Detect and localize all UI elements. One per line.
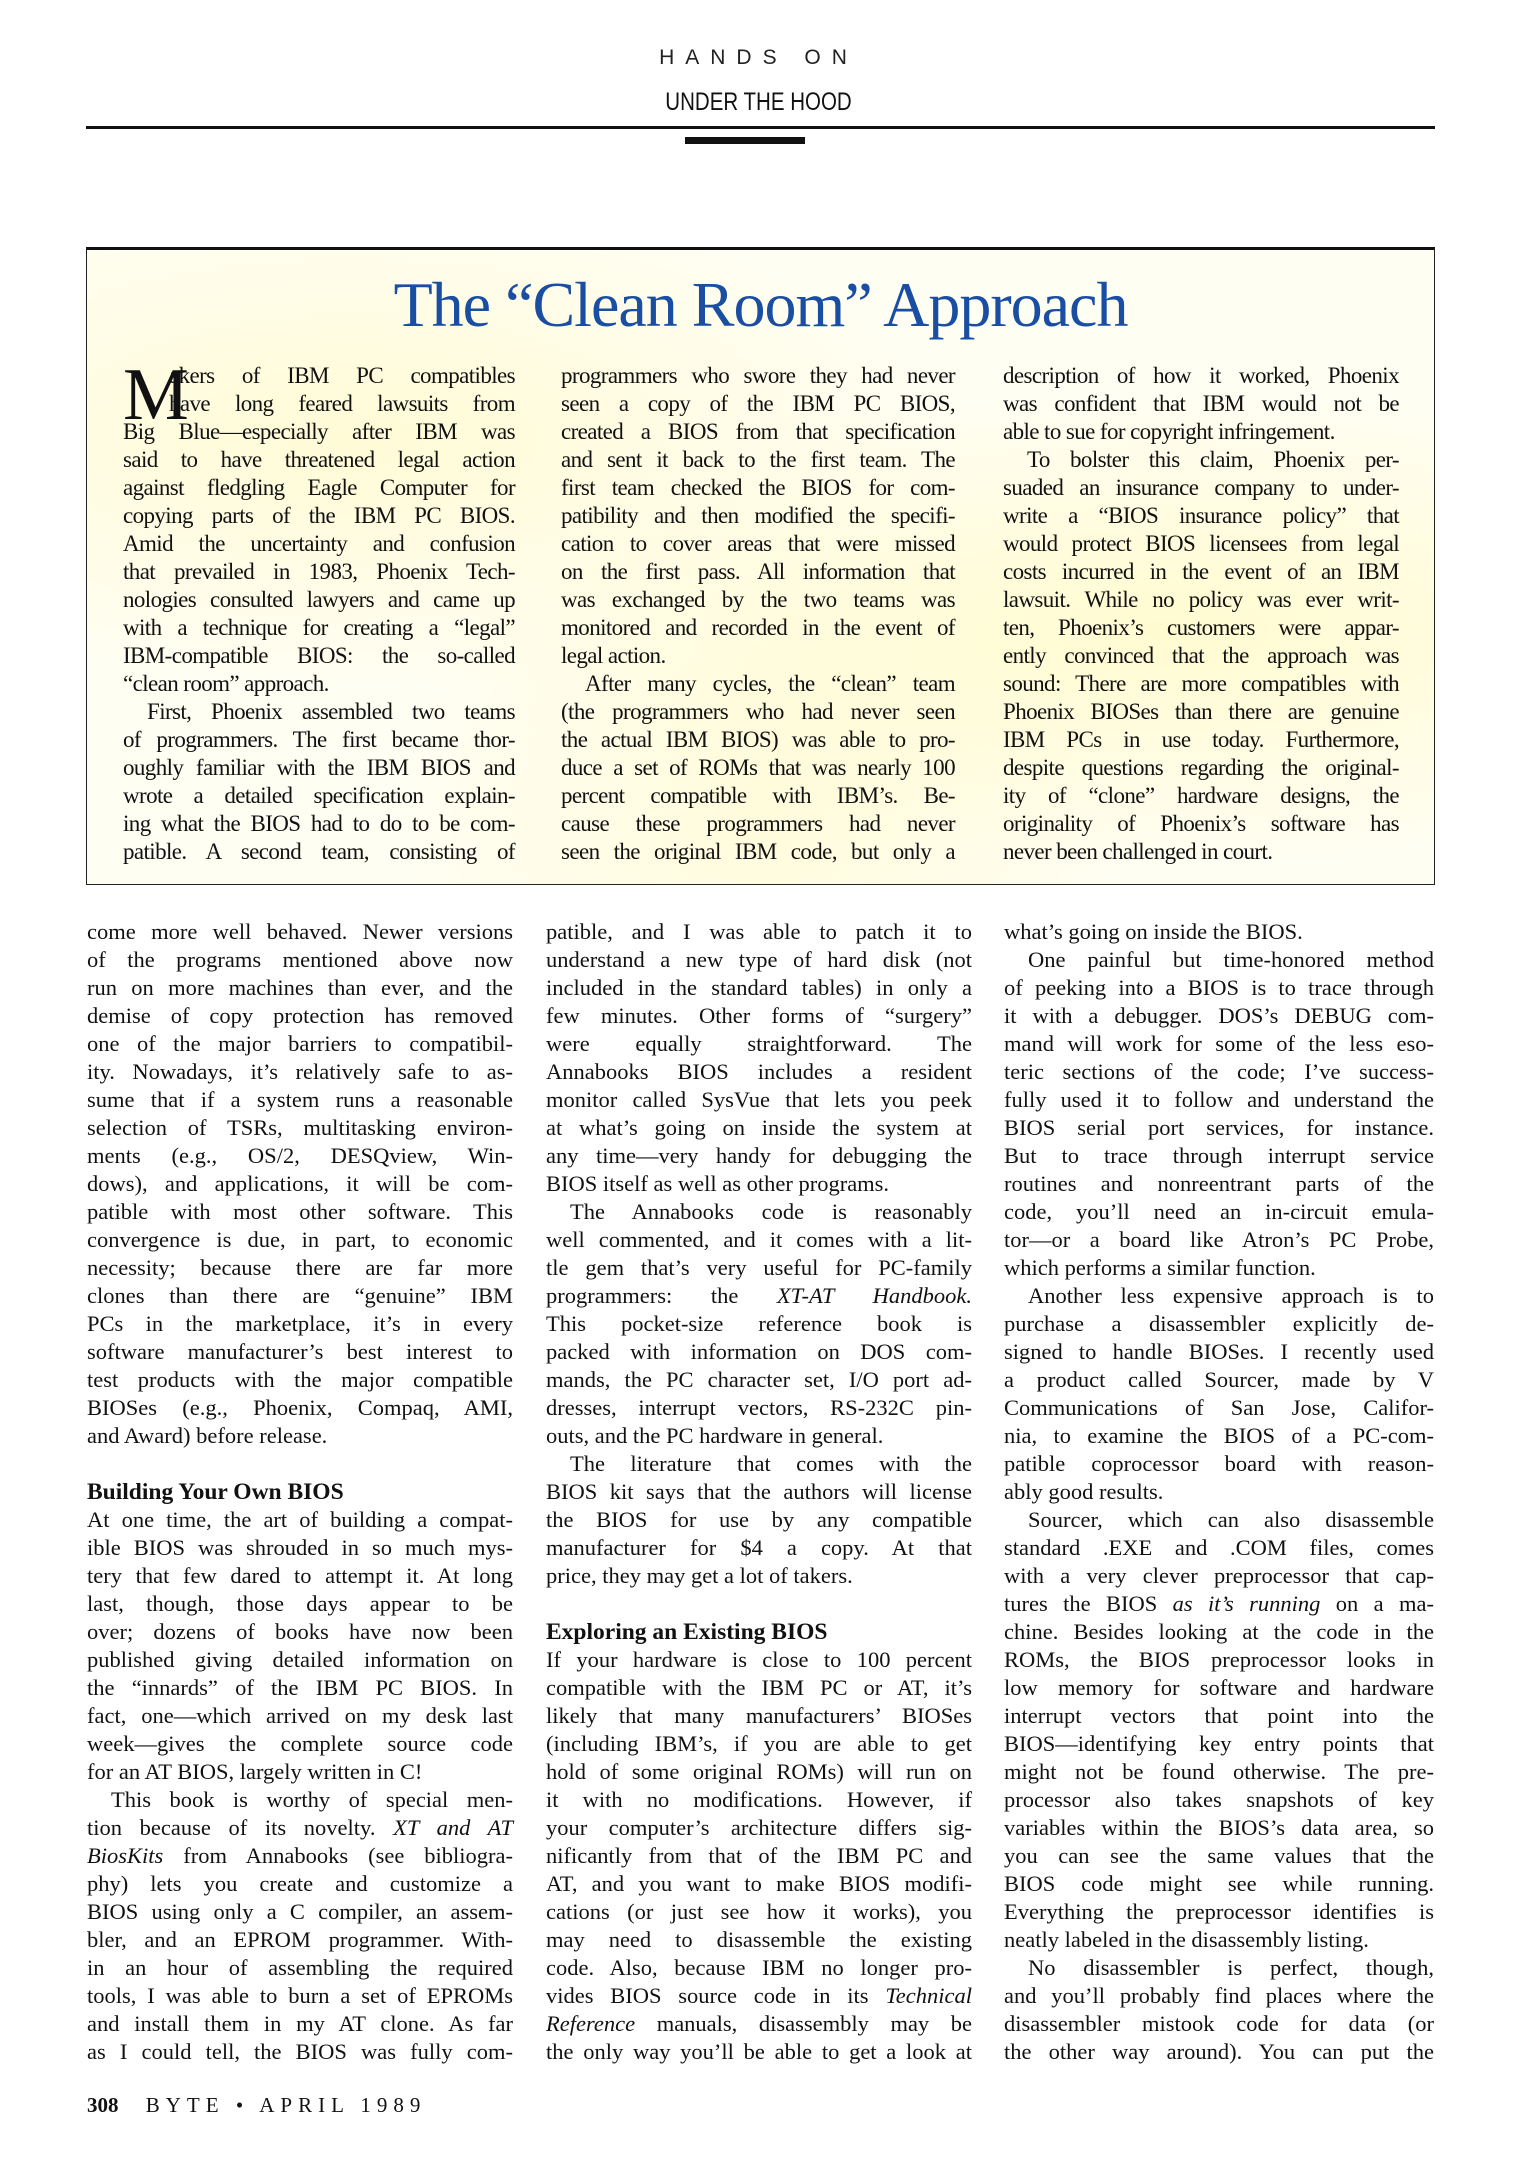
text-line: demise of copy protection has removed bbox=[87, 1003, 513, 1028]
magazine-issue: BYTE • APRIL 1989 bbox=[145, 2093, 427, 2117]
text-line: This pocket-size reference book is bbox=[546, 1311, 972, 1336]
text-line: BIOS using only a C compiler, an assem- bbox=[87, 1899, 513, 1924]
text-line: teric sections of the code; I’ve success- bbox=[1004, 1059, 1434, 1084]
text-line: BIOS kit says that the authors will license bbox=[546, 1479, 972, 1504]
paragraph bbox=[546, 1646, 972, 2066]
text-line: monitor called SysVue that lets you peek bbox=[546, 1087, 972, 1112]
text-line: and you’ll probably find places where the bbox=[1004, 1983, 1434, 2008]
text-line: Communications of San Jose, Califor- bbox=[1004, 1395, 1434, 1420]
text-line: processor also takes snapshots of key bbox=[1004, 1787, 1434, 1812]
text-line: wrote a detailed specification explain- bbox=[123, 783, 515, 808]
text-line: of programmers. The first became thor- bbox=[123, 727, 515, 752]
sidebar-column-2 bbox=[561, 362, 955, 866]
paragraph bbox=[1003, 446, 1399, 866]
text-line: ably good results. bbox=[1004, 1479, 1164, 1504]
text-line: But to trace through interrupt service bbox=[1004, 1143, 1434, 1168]
column-name: UNDER THE HOOD bbox=[665, 88, 852, 116]
paragraph bbox=[1003, 362, 1399, 446]
text-line: created a BIOS from that specification bbox=[561, 419, 955, 444]
text-line: patibility and then modified the specifi- bbox=[561, 503, 955, 528]
text-line: manufacturer for $4 a copy. At that bbox=[546, 1535, 972, 1560]
text-line: your computer’s architecture differs sig- bbox=[546, 1815, 972, 1840]
text-line: software manufacturer’s best interest to bbox=[87, 1339, 513, 1364]
text-line: BIOSes (e.g., Phoenix, Compaq, AMI, bbox=[87, 1395, 513, 1420]
text-line: Sourcer, which can also disassemble bbox=[1028, 1507, 1434, 1532]
text-line: and sent it back to the first team. The bbox=[561, 447, 955, 472]
text-line: necessity; because there are far more bbox=[87, 1255, 513, 1280]
text-line: hold of some original ROMs) will run on bbox=[546, 1759, 972, 1784]
paragraph bbox=[87, 918, 513, 1450]
sidebar-box bbox=[86, 247, 1435, 885]
text-line: you can see the same values that the bbox=[1004, 1843, 1434, 1868]
text-line: on the first pass. All information that bbox=[561, 559, 955, 584]
text-line: and install them in my AT clone. As far bbox=[87, 2011, 513, 2036]
text-line: tion because of its novelty. XT and AT bbox=[87, 1815, 514, 1840]
text-line: ently convinced that the approach was bbox=[1003, 643, 1399, 668]
text-line: bler, and an EPROM programmer. With- bbox=[87, 1927, 513, 1952]
text-line: may need to disassemble the existing bbox=[546, 1927, 972, 1952]
text-line: tools, I was able to burn a set of EPROMs bbox=[87, 1983, 513, 2008]
text-line: patible. A second team, consisting of bbox=[123, 839, 515, 864]
text-line: disassembler mistook code for data (or bbox=[1004, 2011, 1434, 2036]
article-column-3 bbox=[1004, 918, 1434, 2066]
text-line: mand will work for some of the less eso- bbox=[1004, 1031, 1434, 1056]
text-line: it with a debugger. DOS’s DEBUG com- bbox=[1004, 1003, 1434, 1028]
article-column-1 bbox=[87, 918, 513, 2066]
text-line: suaded an insurance company to under- bbox=[1003, 475, 1399, 500]
department-kicker: HANDS ON bbox=[659, 46, 858, 69]
sidebar-title: The “Clean Room” Approach bbox=[393, 269, 1128, 340]
text-line: included in the standard tables) in only a bbox=[546, 975, 972, 1000]
text-line: costs incurred in the event of an IBM bbox=[1003, 559, 1399, 584]
header-bar bbox=[685, 137, 805, 144]
text-line: Annabooks BIOS includes a resident bbox=[546, 1059, 972, 1084]
text-line: cause these programmers had never bbox=[561, 811, 955, 836]
text-line: phy) lets you create and customize a bbox=[87, 1871, 513, 1896]
text-line: seen the original IBM code, but only a bbox=[561, 839, 955, 864]
text-line: variables within the BIOS’s data area, so bbox=[1004, 1815, 1434, 1840]
text-line: (including IBM’s, if you are able to get bbox=[546, 1731, 972, 1756]
text-line: This book is worthy of special men- bbox=[111, 1787, 513, 1812]
header-rule bbox=[86, 126, 1435, 129]
text-line: run on more machines than ever, and the bbox=[87, 975, 513, 1000]
text-line: legal action. bbox=[561, 643, 666, 668]
text-line: ing what the BIOS had to do to be com- bbox=[123, 811, 515, 836]
text-line: Reference manuals, disassembly may be bbox=[546, 2011, 972, 2036]
text-line: cation to cover areas that were missed bbox=[561, 531, 955, 556]
text-line: compatible with the IBM PC or AT, it’s bbox=[546, 1675, 972, 1700]
text-line: percent compatible with IBM’s. Be- bbox=[561, 783, 955, 808]
text-line: were equally straightforward. The bbox=[546, 1031, 972, 1056]
text-line: BIOS itself as well as other programs. bbox=[546, 1171, 890, 1196]
text-line: what’s going on inside the BIOS. bbox=[1004, 919, 1303, 944]
text-line: come more well behaved. Newer versions bbox=[87, 919, 513, 944]
paragraph bbox=[546, 1198, 972, 1450]
text-line: dresses, interrupt vectors, RS-232C pin- bbox=[546, 1395, 972, 1420]
text-line: outs, and the PC hardware in general. bbox=[546, 1423, 884, 1448]
text-line: code. Also, because IBM no longer pro- bbox=[546, 1955, 972, 1980]
text-line: duce a set of ROMs that was nearly 100 bbox=[561, 755, 955, 780]
text-line: PCs in the marketplace, it’s in every bbox=[87, 1311, 513, 1336]
text-line: lawsuit. While no policy was ever writ- bbox=[1003, 587, 1399, 612]
text-line: patible coprocessor board with reason- bbox=[1004, 1451, 1434, 1476]
text-line: vides BIOS source code in its Technical bbox=[546, 1983, 972, 2008]
text-line: tery that few dared to attempt it. At long bbox=[87, 1563, 513, 1588]
text-line: Amid the uncertainty and confusion bbox=[123, 531, 515, 556]
text-line: might not be found otherwise. The pre- bbox=[1004, 1759, 1434, 1784]
text-line: IBM-compatible BIOS: the so-called bbox=[123, 643, 515, 668]
text-line: ible BIOS was shrouded in so much mys- bbox=[87, 1535, 513, 1560]
text-line: patible with most other software. This bbox=[87, 1199, 513, 1224]
text-line: over; dozens of books have now been bbox=[87, 1619, 513, 1644]
text-line: the other way around). You can put the bbox=[1004, 2039, 1434, 2064]
text-line: “clean room” approach. bbox=[123, 671, 329, 696]
text-line: chine. Besides looking at the code in the bbox=[1004, 1619, 1434, 1644]
text-line: neatly labeled in the disassembly listing. bbox=[1004, 1927, 1369, 1952]
text-line: At one time, the art of building a compat- bbox=[87, 1507, 513, 1532]
text-line: originality of Phoenix’s software has bbox=[1003, 811, 1399, 836]
paragraph bbox=[546, 1450, 972, 1590]
text-line: for an AT BIOS, largely written in C! bbox=[87, 1759, 423, 1784]
paragraph bbox=[87, 1786, 513, 2066]
text-line: No disassembler is perfect, though, bbox=[1028, 1955, 1434, 1980]
text-line: selection of TSRs, multitasking environ- bbox=[87, 1115, 513, 1140]
text-line: with a technique for creating a “legal” bbox=[123, 615, 515, 640]
text-line: last, though, those days appear to be bbox=[87, 1591, 513, 1616]
text-line: would protect BIOS licensees from legal bbox=[1003, 531, 1399, 556]
text-line: If your hardware is close to 100 percent bbox=[546, 1647, 972, 1672]
text-line: One painful but time-honored method bbox=[1028, 947, 1434, 972]
blank-line bbox=[87, 1450, 513, 1478]
text-line: cations (or just see how it works), you bbox=[546, 1899, 972, 1924]
text-line: mands, the PC character set, I/O port ad- bbox=[546, 1367, 972, 1392]
text-line: few minutes. Other forms of “surgery” bbox=[546, 1003, 972, 1028]
text-line: nologies consulted lawyers and came up bbox=[123, 587, 515, 612]
text-line: with a very clever preprocessor that cap- bbox=[1004, 1563, 1434, 1588]
paragraph bbox=[561, 362, 955, 670]
blank-line bbox=[546, 1590, 972, 1618]
text-line: price, they may get a lot of takers. bbox=[546, 1563, 853, 1588]
text-line: sume that if a system runs a reasonable bbox=[87, 1087, 513, 1112]
paragraph bbox=[561, 670, 955, 866]
text-line: of the programs mentioned above now bbox=[87, 947, 513, 972]
text-line: code, you’ll need an in-circuit emula- bbox=[1004, 1199, 1434, 1224]
text-line: it with no modifications. However, if bbox=[546, 1787, 972, 1812]
text-line: BiosKits from Annabooks (see bibliogra- bbox=[87, 1843, 513, 1868]
text-line: ity of “clone” hardware designs, the bbox=[1003, 783, 1399, 808]
text-line: The Annabooks code is reasonably bbox=[570, 1199, 972, 1224]
text-line: ROMs, the BIOS preprocessor looks in bbox=[1004, 1647, 1434, 1672]
text-line: patible, and I was able to patch it to bbox=[546, 919, 972, 944]
paragraph bbox=[87, 1506, 513, 1786]
text-line: copying parts of the IBM PC BIOS. bbox=[123, 503, 515, 528]
text-line: Everything the preprocessor identifies is bbox=[1004, 1899, 1434, 1924]
text-line: routines and nonreentrant parts of the bbox=[1004, 1171, 1434, 1196]
page-footer bbox=[87, 2093, 426, 2118]
text-line: Phoenix BIOSes than there are genuine bbox=[1003, 699, 1399, 724]
text-line: a product called Sourcer, made by V bbox=[1004, 1367, 1434, 1392]
text-line: first team checked the BIOS for com- bbox=[561, 475, 955, 500]
text-line: the “innards” of the IBM PC BIOS. In bbox=[87, 1675, 513, 1700]
text-line: The literature that comes with the bbox=[570, 1451, 972, 1476]
text-line: in an hour of assembling the required bbox=[87, 1955, 513, 1980]
text-line: understand a new type of hard disk (not bbox=[546, 947, 972, 972]
text-line: low memory for software and hardware bbox=[1004, 1675, 1434, 1700]
article-column-2 bbox=[546, 918, 972, 2066]
paragraph bbox=[123, 354, 515, 698]
drop-cap: M bbox=[123, 354, 189, 436]
text-line: purchase a disassembler explicitly de- bbox=[1004, 1311, 1434, 1336]
text-line: was exchanged by the two teams was bbox=[561, 587, 955, 612]
text-line: write a “BIOS insurance policy” that bbox=[1003, 503, 1399, 528]
text-line: said to have threatened legal action bbox=[123, 447, 515, 472]
text-line: monitored and recorded in the event of bbox=[561, 615, 955, 640]
text-line: despite questions regarding the original- bbox=[1003, 755, 1399, 780]
text-line: BIOS—identifying key entry points that bbox=[1004, 1731, 1434, 1756]
text-line: the BIOS for use by any compatible bbox=[546, 1507, 972, 1532]
text-line: well commented, and it comes with a lit- bbox=[546, 1227, 972, 1252]
text-line: against fledgling Eagle Computer for bbox=[123, 475, 515, 500]
text-line: tor—or a board like Atron’s PC Probe, bbox=[1004, 1227, 1434, 1252]
paragraph bbox=[1004, 1282, 1434, 1506]
section-heading: Building Your Own BIOS bbox=[87, 1479, 344, 1505]
paragraph bbox=[123, 698, 515, 866]
text-line: as I could tell, the BIOS was fully com- bbox=[87, 2039, 513, 2064]
text-line: tle gem that’s very useful for PC-family bbox=[546, 1255, 972, 1280]
text-line: oughly familiar with the IBM BIOS and bbox=[123, 755, 515, 780]
text-line: tures the BIOS as it’s running on a ma- bbox=[1004, 1591, 1434, 1616]
text-line: never been challenged in court. bbox=[1003, 839, 1273, 864]
paragraph bbox=[1004, 1954, 1434, 2066]
paragraph bbox=[1004, 946, 1434, 1282]
text-line: ments (e.g., OS/2, DESQview, Win- bbox=[87, 1143, 513, 1168]
text-line: and Award) before release. bbox=[87, 1423, 328, 1448]
text-line: programmers: the XT-AT Handbook. bbox=[546, 1283, 972, 1308]
text-line: akers of IBM PC compatibles bbox=[169, 363, 515, 388]
sidebar-column-1 bbox=[123, 354, 515, 866]
text-line: After many cycles, the “clean” team bbox=[585, 671, 955, 696]
text-line: To bolster this claim, Phoenix per- bbox=[1027, 447, 1399, 472]
paragraph bbox=[1004, 1506, 1434, 1954]
text-line: packed with information on DOS com- bbox=[546, 1339, 972, 1364]
text-line: interrupt vectors that point into the bbox=[1004, 1703, 1434, 1728]
text-line: of peeking into a BIOS is to trace through bbox=[1004, 975, 1434, 1000]
text-line: the only way you’ll be able to get a look at bbox=[546, 2039, 972, 2064]
text-line: nia, to examine the BIOS of a PC-com- bbox=[1004, 1423, 1434, 1448]
text-line: sound: There are more compatibles with bbox=[1003, 671, 1399, 696]
text-line: BIOS code might see while running. bbox=[1004, 1871, 1434, 1896]
text-line: Big Blue—especially after IBM was bbox=[123, 419, 515, 444]
paragraph bbox=[546, 918, 972, 1198]
text-line: clones than there are “genuine” IBM bbox=[87, 1283, 513, 1308]
text-line: (the programmers who had never seen bbox=[561, 699, 955, 724]
text-line: any time—very handy for debugging the bbox=[546, 1143, 972, 1168]
text-line: test products with the major compatible bbox=[87, 1367, 513, 1392]
text-line: description of how it worked, Phoenix bbox=[1003, 363, 1399, 388]
text-line: standard .EXE and .COM files, comes bbox=[1004, 1535, 1434, 1560]
text-line: was confident that IBM would not be bbox=[1003, 391, 1399, 416]
text-line: week—gives the complete source code bbox=[87, 1731, 513, 1756]
text-line: signed to handle BIOSes. I recently used bbox=[1004, 1339, 1434, 1364]
text-line: likely that many manufacturers’ BIOSes bbox=[546, 1703, 972, 1728]
text-line: seen a copy of the IBM PC BIOS, bbox=[561, 391, 955, 416]
text-line: BIOS serial port services, for instance. bbox=[1004, 1115, 1434, 1140]
text-line: which performs a similar function. bbox=[1004, 1255, 1316, 1280]
sidebar-column-3 bbox=[1003, 362, 1399, 866]
paragraph bbox=[1004, 918, 1434, 946]
text-line: ity. Nowadays, it’s relatively safe to as- bbox=[87, 1059, 513, 1084]
text-line: have long feared lawsuits from bbox=[169, 391, 515, 416]
text-line: that prevailed in 1983, Phoenix Tech- bbox=[123, 559, 515, 584]
text-line: able to sue for copyright infringement. bbox=[1003, 419, 1335, 444]
text-line: nificantly from that of the IBM PC and bbox=[546, 1843, 972, 1868]
text-line: programmers who swore they had never bbox=[561, 363, 955, 388]
text-line: Another less expensive approach is to bbox=[1028, 1283, 1434, 1308]
section-heading: Exploring an Existing BIOS bbox=[546, 1619, 828, 1645]
text-line: ten, Phoenix’s customers were appar- bbox=[1003, 615, 1399, 640]
text-line: published giving detailed information on bbox=[87, 1647, 513, 1672]
page-number: 308 bbox=[87, 2093, 119, 2117]
text-line: one of the major barriers to compatibil- bbox=[87, 1031, 513, 1056]
text-line: IBM PCs in use today. Furthermore, bbox=[1003, 727, 1399, 752]
text-line: AT, and you want to make BIOS modifi- bbox=[546, 1871, 972, 1896]
text-line: fact, one—which arrived on my desk last bbox=[87, 1703, 513, 1728]
text-line: fully used it to follow and understand the bbox=[1004, 1087, 1434, 1112]
text-line: the actual IBM BIOS) was able to pro- bbox=[561, 727, 955, 752]
text-line: dows), and applications, it will be com- bbox=[87, 1171, 513, 1196]
text-line: convergence is due, in part, to economic bbox=[87, 1227, 513, 1252]
text-line: First, Phoenix assembled two teams bbox=[147, 699, 515, 724]
text-line: at what’s going on inside the system at bbox=[546, 1115, 972, 1140]
